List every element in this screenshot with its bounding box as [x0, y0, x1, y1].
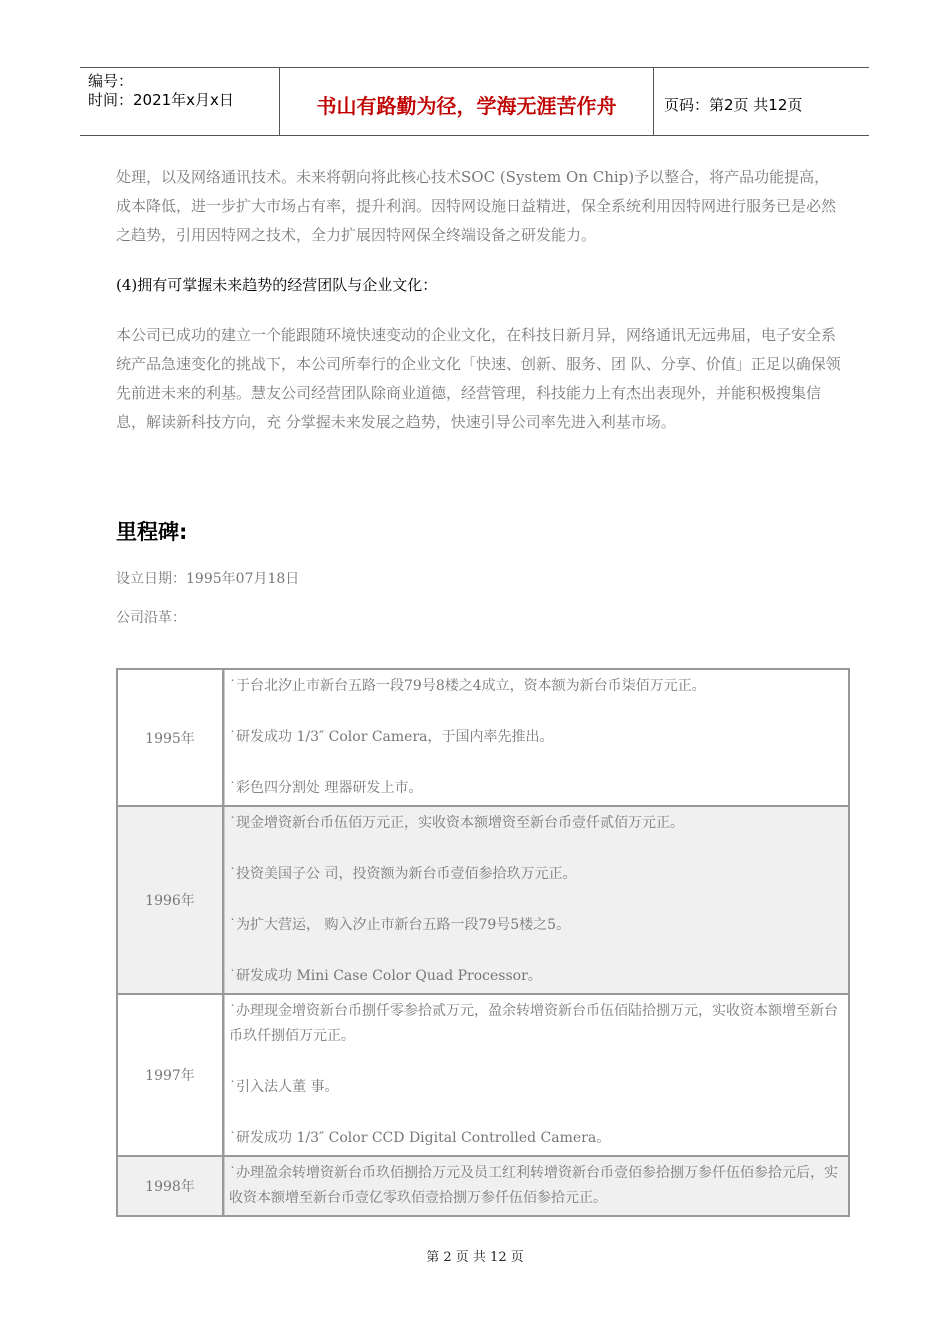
header-info [80, 68, 280, 135]
events-cell [224, 995, 848, 1155]
table-row [118, 1157, 848, 1215]
events-cell [224, 670, 848, 805]
table-row [118, 995, 848, 1157]
events-cell [224, 1157, 848, 1215]
number-label: 编号： [88, 72, 134, 90]
events-cell [224, 807, 848, 993]
header-page-number: 页码：第2页 共12页 [664, 96, 803, 114]
year-cell: 1998年 [118, 1157, 224, 1215]
milestones-heading: 里程碑: [116, 520, 188, 544]
table-row [118, 670, 848, 807]
event-item: ˙为扩大营运， 购入汐止市新台五路一段79号5楼之5。 [229, 917, 571, 933]
event-item: ˙引入法人董 事。 [229, 1079, 339, 1095]
event-item: ˙办理盈余转增资新台币玖佰捌拾万元及员工红利转增资新台币壹佰参拾捌万参仟伍佰参拾元后，实收资本额增至新台币壹亿零玖佰壹拾捌万参仟伍佰参拾元正。 [229, 1165, 838, 1206]
event-item: ˙彩色四分割处 理器研发上市。 [229, 780, 423, 796]
history-label: 公司沿革： [116, 610, 186, 626]
event-item: ˙于台北汐止市新台五路一段79号8楼之4成立，资本额为新台币柒佰万元正。 [229, 678, 706, 694]
event-item: ˙投资美国子公 司，投资额为新台币壹佰参拾玖万元正。 [229, 866, 577, 882]
date-label: 时间：2021年x月x日 [88, 91, 234, 109]
event-item: ˙现金增资新台币伍佰万元正，实收资本额增资至新台币壹仟贰佰万元正。 [229, 815, 684, 831]
document-header [80, 67, 869, 136]
event-item: ˙研发成功 1/3″ Color CCD Digital Controlled Camera。 [229, 1130, 611, 1146]
history-table [116, 668, 850, 1217]
page-footer: 第 2 页 共 12 页 [426, 1250, 524, 1265]
founded-date: 设立日期：1995年07月18日 [116, 571, 300, 587]
event-item: ˙办理现金增资新台币捌仟零参拾贰万元，盈余转增资新台币伍佰陆拾捌万元，实收资本额增至新台币玖仟捌佰万元正。 [229, 1003, 838, 1044]
year-cell: 1995年 [118, 670, 224, 805]
event-item: ˙研发成功 1/3″ Color Camera，于国内率先推出。 [229, 729, 554, 745]
year-cell: 1997年 [118, 995, 224, 1155]
table-row [118, 807, 848, 995]
paragraph-culture: 本公司已成功的建立一个能跟随环境快速变动的企业文化，在科技日新月异，网络通讯无远弗届，电子安全系统产品急速变化的挑战下，本公司所奉行的企业文化「快速、创新、服务、团 队、分享、价值」正足以确保领先前进未来的利基。慧友公司经营团队除商业道德，经营管理，科技能力上有杰出表现外，并能积极搜集信息，解读新科技方向，充 分掌握未来发展之趋势，快速引导公司率先进入利基市场。 [116, 326, 841, 431]
year-cell: 1996年 [118, 807, 224, 993]
paragraph-tech: 处理，以及网络通讯技术。未来将朝向将此核心技术SOC (System On Chip)予以整合，将产品功能提高，成本降低，进一步扩大市场占有率，提升利润。因特网设施日益精进，保全系统利用因特网进行服务已是必然之趋势，引用因特网之技术，全力扩展因特网保全终端设备之研发能力。 [116, 168, 837, 244]
paragraph-heading-culture: (4)拥有可掌握未来趋势的经营团队与企业文化： [116, 276, 438, 294]
header-motto: 书山有路勤为径，学海无涯苦作舟 [280, 68, 654, 135]
event-item: ˙研发成功 Mini Case Color Quad Processor。 [229, 968, 542, 984]
